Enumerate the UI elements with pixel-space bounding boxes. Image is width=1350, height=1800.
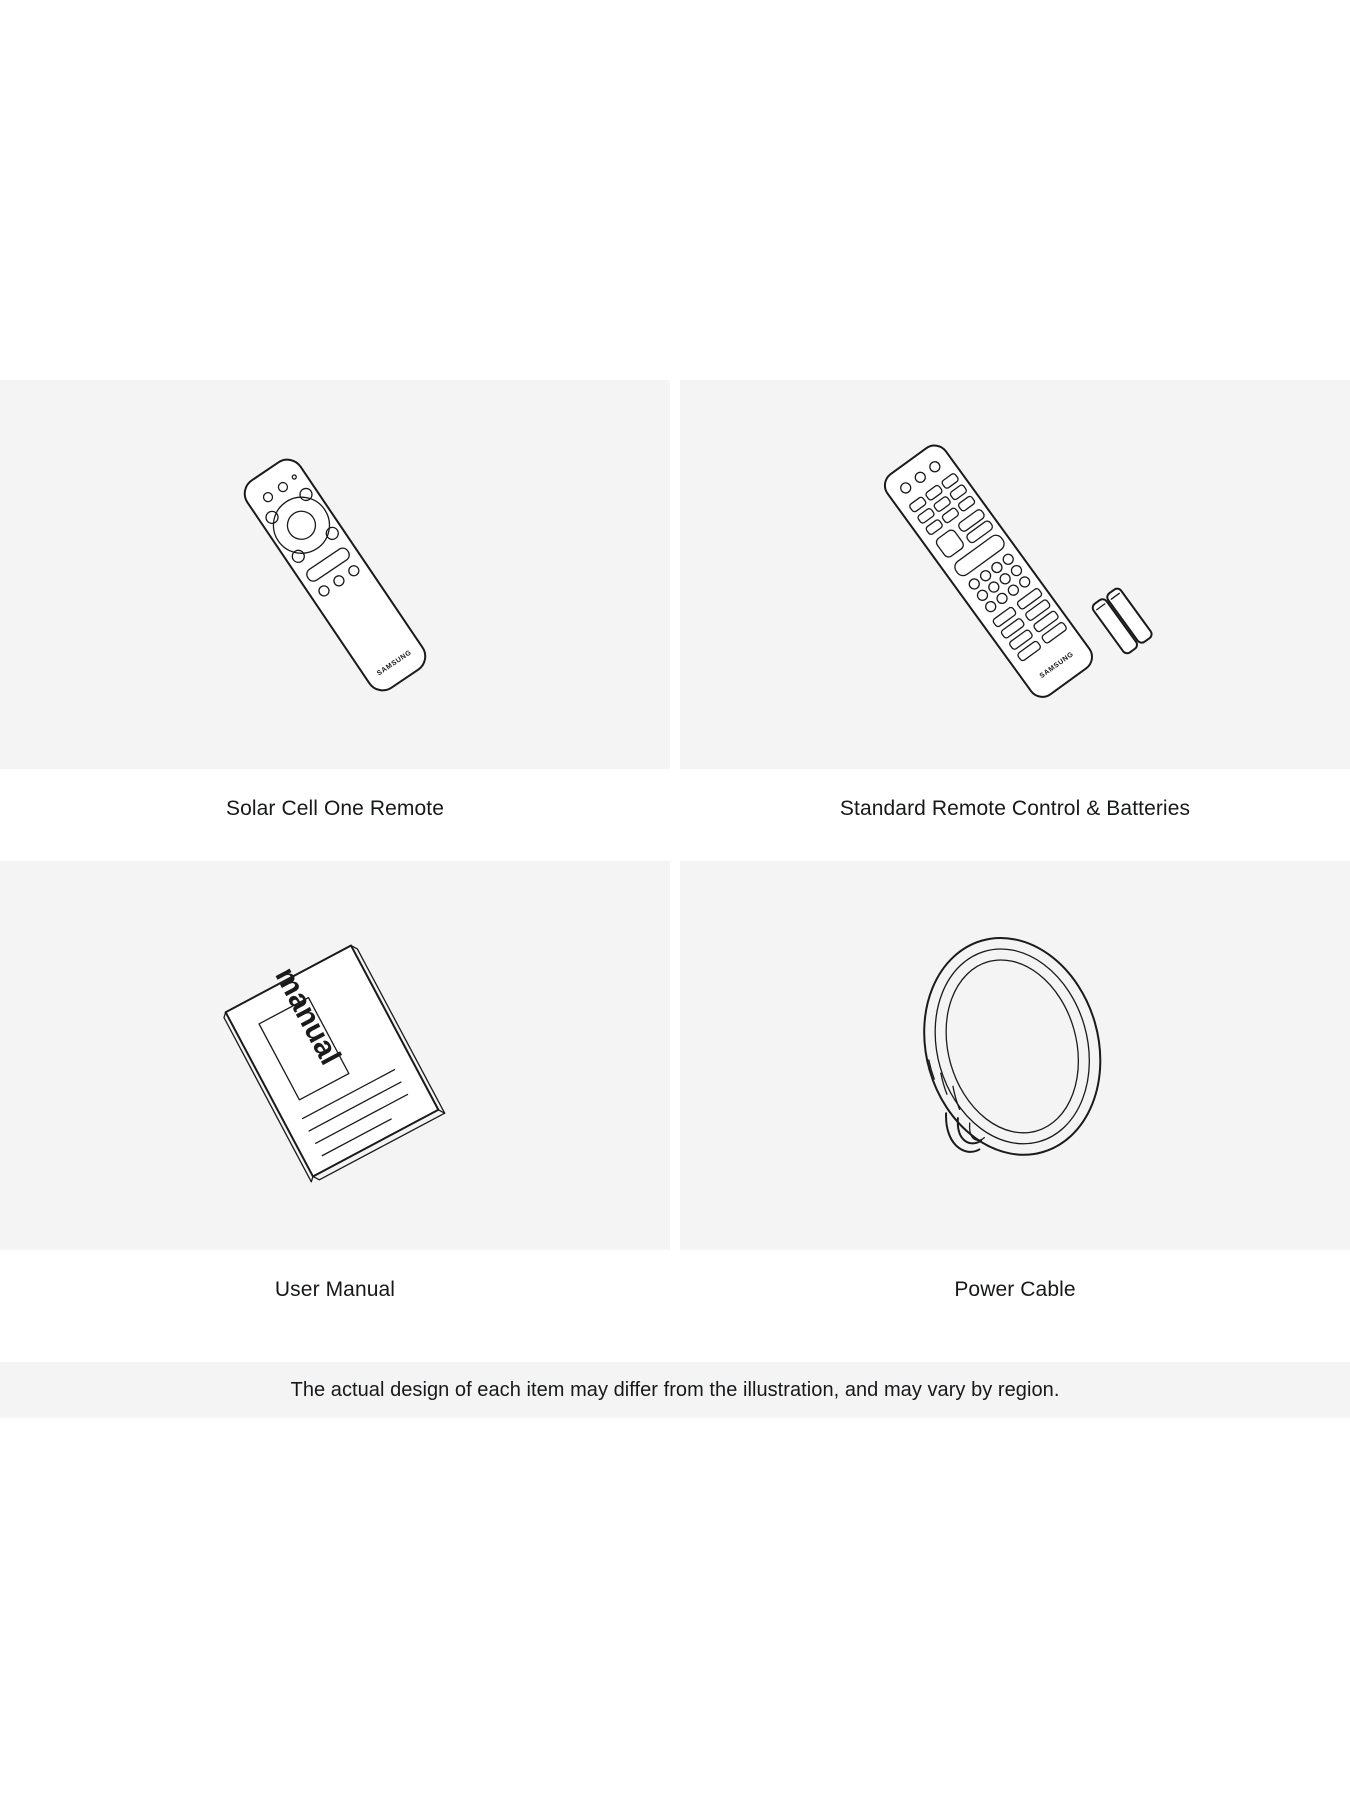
disclaimer-note: The actual design of each item may differ from the illustration, and may vary by region.	[0, 1362, 1350, 1418]
items-row-2	[0, 861, 1350, 1330]
item-card-standard-remote-control-batteries[interactable]	[680, 380, 1350, 849]
item-label-standard-remote-control-batteries: Standard Remote Control & Batteries	[680, 769, 1350, 849]
items-grid	[0, 380, 1350, 1342]
item-card-solar-cell-one-remote[interactable]	[0, 380, 670, 849]
item-image-standard-remote-control-batteries	[680, 380, 1350, 769]
svg-text:SAMSUNG: SAMSUNG	[1038, 650, 1076, 680]
coiled-power-cable-icon	[835, 896, 1195, 1216]
item-card-power-cable[interactable]	[680, 861, 1350, 1330]
batteries-icon	[1091, 586, 1154, 655]
remote-control-with-batteries-icon	[815, 415, 1215, 735]
svg-text:SAMSUNG: SAMSUNG	[376, 648, 414, 677]
remote-control-icon	[155, 415, 515, 735]
item-image-solar-cell-one-remote	[0, 380, 670, 769]
items-row-1	[0, 380, 1350, 849]
item-label-solar-cell-one-remote: Solar Cell One Remote	[0, 769, 670, 849]
item-label-power-cable: Power Cable	[680, 1250, 1350, 1330]
item-label-user-manual: User Manual	[0, 1250, 670, 1330]
manual-booklet-icon	[155, 896, 515, 1216]
item-image-user-manual	[0, 861, 670, 1250]
item-card-user-manual[interactable]	[0, 861, 670, 1330]
item-image-power-cable	[680, 861, 1350, 1250]
svg-text:manual: manual	[268, 961, 347, 1070]
